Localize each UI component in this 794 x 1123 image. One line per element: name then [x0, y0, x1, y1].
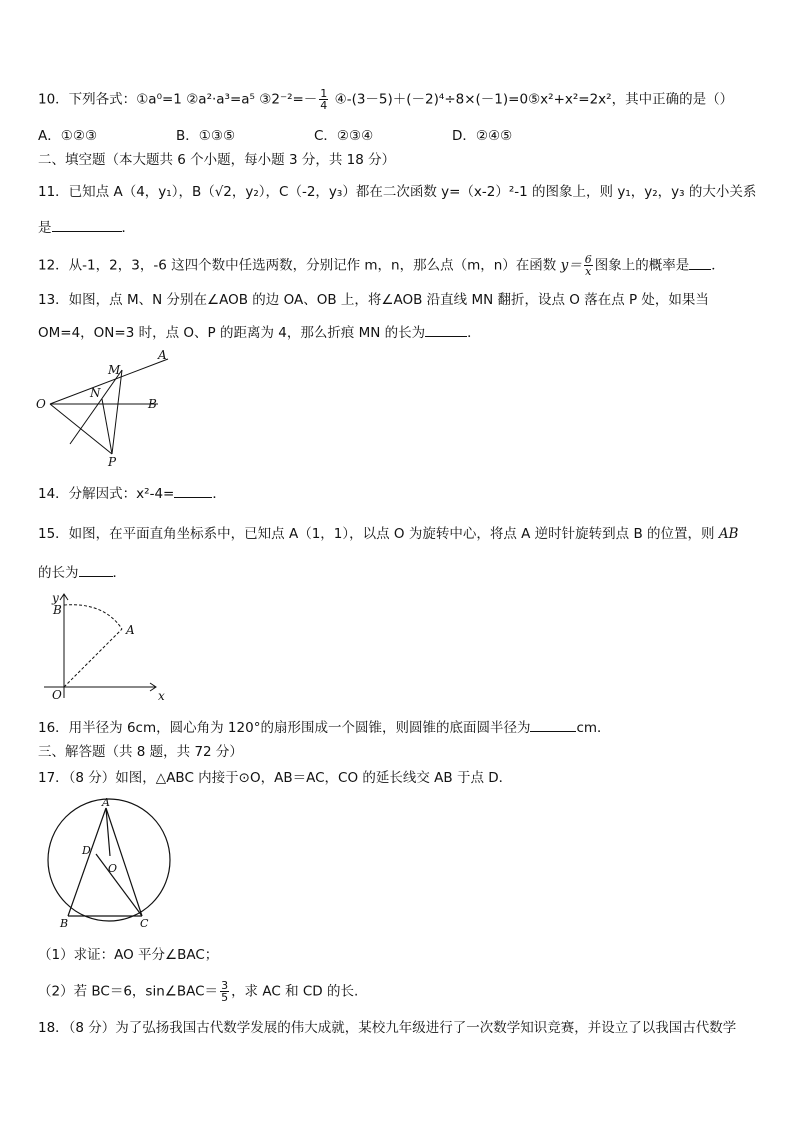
- q12-text-a: 12．从-1，2，3，-6 这四个数中任选两数，分别记作 m，n，那么点（m，n）在函数: [38, 257, 557, 274]
- section-2-heading: 二、填空题（本大题共 6 个小题，每小题 3 分，共 18 分）: [38, 152, 396, 168]
- label-o: O: [52, 688, 62, 702]
- q18-line-1: 18．（8 分）为了弘扬我国古代数学发展的伟大成就，某校九年级进行了一次数学知识竞赛，并设立了以我国古代数学: [38, 1020, 737, 1036]
- q17-part-2: [38, 980, 358, 1003]
- label-a: A: [102, 796, 110, 809]
- label-a: A: [158, 348, 167, 362]
- q13-line-2-text: OM=4，ON=3 时，点 O、P 的距离为 4，那么折痕 MN 的长为: [38, 325, 426, 341]
- q10-option-b: B．①③⑤: [176, 128, 236, 144]
- label-d: D: [82, 844, 91, 857]
- q16-text: 16．用半径为 6cm，圆心角为 120°的扇形围成一个圆锥，则圆锥的底面圆半径为: [38, 720, 531, 736]
- q13-fold-figure: [30, 344, 180, 470]
- side-ab: [68, 808, 106, 916]
- q14-stem: 14．分解因式：x²-4= ．: [38, 483, 226, 504]
- q15-answer-blank[interactable]: [79, 562, 113, 577]
- q11-line-1: 11．已知点 A（4，y₁），B（√2，y₂），C（-2，y₃）都在二次函数 y=（x-2）²-1 的图象上，则 y₁，y₂，y₃ 的大小关系: [38, 184, 757, 200]
- label-m: M: [108, 363, 121, 377]
- q17-part-1: （1）求证：AO 平分∠BAC；: [38, 947, 219, 963]
- segment-oa: [64, 629, 122, 687]
- q11-line-2-text: 是: [38, 220, 52, 236]
- q10-option-d: D．②④⑤: [452, 128, 513, 144]
- segment-op: [50, 404, 112, 454]
- label-b: B: [60, 917, 69, 930]
- q17-fraction: $\frac{3}{5}$: [221, 979, 229, 1004]
- q15-arc-ab: AB: [718, 526, 739, 542]
- section-3-heading: 三、解答题（共 8 题，共 72 分）: [38, 744, 243, 760]
- q15-line-2: 的长为 ．: [38, 562, 126, 583]
- q10-option-c: C．②③④: [314, 128, 374, 144]
- q14-answer-blank[interactable]: [174, 483, 212, 498]
- q17-circle-figure: [44, 796, 174, 932]
- q10-fraction: $\frac{1}{4}$: [320, 87, 328, 112]
- label-n: N: [90, 386, 101, 400]
- q15-rotation-figure: [38, 590, 168, 706]
- q12-stem: 12．从-1，2，3，-6 这四个数中任选两数，分别记作 m，n，那么点（m，n）在函数 y＝ $\frac{6}{x}$ 图象上的概率是 ．: [38, 253, 725, 278]
- q10-lead: 10．下列各式：: [38, 91, 137, 108]
- label-o: O: [36, 397, 46, 411]
- q15-line-1: [38, 524, 738, 544]
- q17-line-1: 17．（8 分）如图，△ABC 内接于⊙O，AB＝AC，CO 的延长线交 AB 于点 D．: [38, 770, 513, 786]
- q15-line-2-text: 的长为: [38, 565, 79, 581]
- label-o: O: [108, 862, 118, 875]
- q13-line-2: OM=4，ON=3 时，点 O、P 的距离为 4，那么折痕 MN 的长为 ．: [38, 322, 481, 343]
- q12-answer-blank[interactable]: [689, 255, 711, 270]
- q10-expr-1: ①a⁰=1: [136, 91, 182, 108]
- q10-expr-2: ②a²·a³=a⁵: [186, 91, 255, 108]
- q10-expr-4: ④-(3－5)＋(－2)⁴÷8×(－1)=0: [334, 91, 529, 108]
- label-c: C: [140, 917, 149, 930]
- q17-part-2-text-a: （2）若 BC＝6，sin∠BAC＝: [38, 983, 219, 1000]
- q13-answer-blank[interactable]: [425, 322, 467, 337]
- segment-cd: [96, 854, 142, 916]
- label-p: P: [108, 455, 117, 469]
- arc-ab: [64, 605, 122, 629]
- q10-tail: ，其中正确的是（）: [611, 91, 734, 108]
- label-y: y: [52, 591, 59, 605]
- q16-answer-blank[interactable]: [530, 717, 576, 732]
- q11-line-2: 是 ．: [38, 217, 135, 238]
- q14-text: 14．分解因式：x²-4=: [38, 486, 175, 502]
- label-x: x: [158, 689, 165, 703]
- q10-expr-3: ③2⁻²=－: [259, 91, 318, 108]
- q16-stem: [38, 717, 611, 738]
- label-b: B: [53, 603, 62, 617]
- q16-unit: cm．: [576, 720, 611, 736]
- label-b: B: [148, 397, 157, 411]
- q10-option-a: A．①②③: [38, 128, 98, 144]
- q17-part-2-text-b: ，求 AC 和 CD 的长.: [231, 983, 359, 1000]
- q12-fraction: $\frac{6}{x}$: [584, 253, 592, 278]
- segment-np: [102, 399, 112, 454]
- q12-func-lhs: y＝: [560, 257, 582, 274]
- q11-answer-blank[interactable]: [52, 217, 122, 232]
- label-a: A: [126, 623, 135, 637]
- q12-text-b: 图象上的概率是: [594, 257, 690, 274]
- q10-stem: [38, 88, 733, 111]
- q10-expr-5: ⑤x²+x²=2x²: [528, 91, 612, 108]
- q15-line-1-text: 15．如图，在平面直角坐标系中，已知点 A（1，1），以点 O 为旋转中心，将点 A 逆时针旋转到点 B 的位置，则: [38, 526, 715, 542]
- q13-line-1: 13．如图，点 M、N 分别在∠AOB 的边 OA、OB 上，将∠AOB 沿直线 MN 翻折，设点 O 落在点 P 处，如果当: [38, 292, 709, 308]
